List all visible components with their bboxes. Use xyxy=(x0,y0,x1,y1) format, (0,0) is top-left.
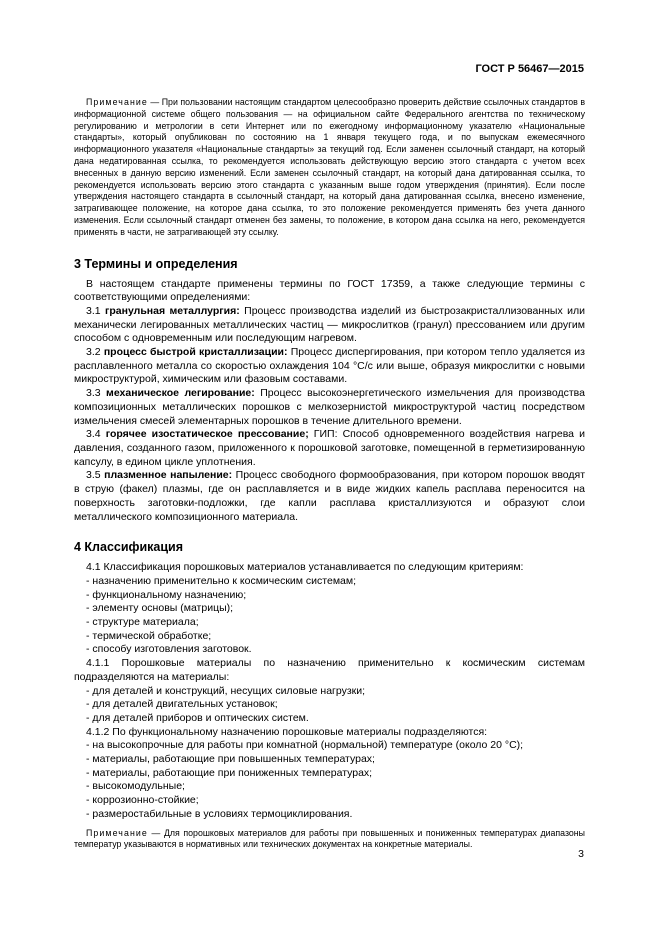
list-item: - высокомодульные; xyxy=(74,780,585,794)
list-item: - на высокопрочные для работы при комнатной (нормальной) температуре (около 20 °С); xyxy=(74,739,585,753)
term-name: горячее изостатическое прессование; xyxy=(105,428,309,441)
term-name: процесс быстрой кристаллизации: xyxy=(103,346,288,359)
functional-list xyxy=(74,739,585,821)
term-3-5 xyxy=(74,469,585,524)
term-name: гранульная металлургия: xyxy=(105,304,240,317)
note-text: — При пользовании настоящим стандартом целесообразно проверить действие ссылочных стандартов в информационной системе общего пользования — на официальном сайте Федерального агентства по техническому регулированию и метрологии в сети Интернет или по ежегодному информационному указателю «Национальные стандарты», который опубликован по состоянию на 1 января текущего года, и по выпускам ежемесячного информационного указателя «Национальные стандарты» за текущий год. Если заменен ссылочный стандарт, на который дана недатированная ссылка, то рекомендуется использовать действующую версию этого стандарта с учетом всех внесенных в данную версию изменений. Если заменен ссылочный стандарт, на который дана датированная ссылка, то рекомендуется использовать версию этого стандарта с указанным выше годом утверждения (принятия). Если после утверждения настоящего стандарта в ссылочный стандарт, на который дана датированная ссылка, внесено изменение, затрагивающее положение, на которое дана ссылка, то это положение рекомендуется применять без учета данного изменения. Если ссылочный стандарт отменен без замены, то положение, в котором дана ссылка на него, рекомендуется применять в части, не затрагивающей эту ссылку. xyxy=(74,97,585,237)
note-text: — Для порошковых материалов для работы при повышенных и пониженных температурах диапазоны температур указываются в нормативных или технических документах на конкретные материалы. xyxy=(74,827,585,850)
list-item: - материалы, работающие при повышенных температурах; xyxy=(74,753,585,767)
list-item: - для деталей приборов и оптических систем. xyxy=(74,712,585,726)
list-item: - функциональному назначению; xyxy=(74,589,585,603)
purpose-list xyxy=(74,685,585,726)
note-label: Примечание xyxy=(86,97,148,107)
term-definition: Процесс производства изделий из быстрозакристаллизованных или механически легированных металлических частиц — микрослитков (гранул) прессованием или другим способом с одновременным или последующим нагревом. xyxy=(74,304,585,345)
list-item: - для деталей двигательных установок; xyxy=(74,698,585,712)
term-name: механическое легирование: xyxy=(106,387,255,400)
clause-4-1-1: 4.1.1 Порошковые материалы по назначению применительно к космическим системам подразделяются на материалы: xyxy=(74,657,585,683)
term-definition: Процесс диспергирования, при котором тепло удаляется из расплавленного металла со скоростью охлаждения 104 °С/с или выше, образуя микрослитки с новыми микроструктурой, химическим или фазовым составами. xyxy=(74,346,585,386)
list-item: - назначению применительно к космическим системам; xyxy=(74,575,585,589)
term-3-1 xyxy=(74,305,585,346)
page-number: 3 xyxy=(578,848,584,860)
document-code: ГОСТ Р 56467—2015 xyxy=(475,63,584,75)
list-item: - размеростабильные в условиях термоциклирования. xyxy=(74,808,585,822)
section-3-intro: В настоящем стандарте применены термины по ГОСТ 17359, а также следующие термины с соответствующими определениями: xyxy=(74,277,585,304)
term-number: 3.1 xyxy=(86,304,106,317)
section-4-title: 4 Классификация xyxy=(74,540,184,555)
term-3-2 xyxy=(74,346,585,387)
list-item: - термической обработке; xyxy=(74,630,585,644)
term-number: 3.4 xyxy=(86,428,106,441)
classification-criteria-list xyxy=(74,575,585,657)
term-definition: Процесс высокоэнергетического измельчения для производства композиционных металлических порошков с мелкозернистой микроструктурой частиц посредством измельчения смесей элементарных порошков в течение длительного времени. xyxy=(74,387,585,427)
page-content xyxy=(74,97,585,851)
term-definition: Процесс свободного формообразования, при котором порошок вводят в струю (факел) плазмы, где он расплавляется и в виде жидких капель расплава переносится на поверхность заготовки-подложки, где капли расплава кристаллизуются и образуют слои металлического композиционного материала. xyxy=(74,469,586,523)
term-definition: ГИП: Способ одновременного воздействия нагрева и давления, созданного газом, приложенного к порошковой заготовке, помещенной в герметизированную капсулу, в едином цикле уплотнения. xyxy=(74,428,585,468)
temperature-note xyxy=(74,828,585,852)
list-item: - способу изготовления заготовок. xyxy=(74,643,585,657)
clause-4-1-2: 4.1.2 По функциональному назначению порошковые материалы подразделяются: xyxy=(86,725,488,738)
term-name: плазменное напыление: xyxy=(104,469,233,482)
list-item: - коррозионно-стойкие; xyxy=(74,794,585,808)
note-label: Примечание xyxy=(86,827,148,838)
term-number: 3.2 xyxy=(86,346,104,359)
section-3-title: 3 Термины и определения xyxy=(74,256,238,271)
clause-4-1: 4.1 Классификация порошковых материалов устанавливается по следующим критериям: xyxy=(86,561,524,574)
term-3-3 xyxy=(74,387,585,428)
reference-note xyxy=(74,97,585,239)
list-item: - структуре материала; xyxy=(74,616,585,630)
list-item: - материалы, работающие при пониженных температурах; xyxy=(74,767,585,781)
list-item: - элементу основы (матрицы); xyxy=(74,602,585,616)
list-item: - для деталей и конструкций, несущих силовые нагрузки; xyxy=(74,685,585,699)
term-number: 3.5 xyxy=(86,469,105,482)
term-3-4 xyxy=(74,428,585,469)
term-number: 3.3 xyxy=(86,387,107,400)
